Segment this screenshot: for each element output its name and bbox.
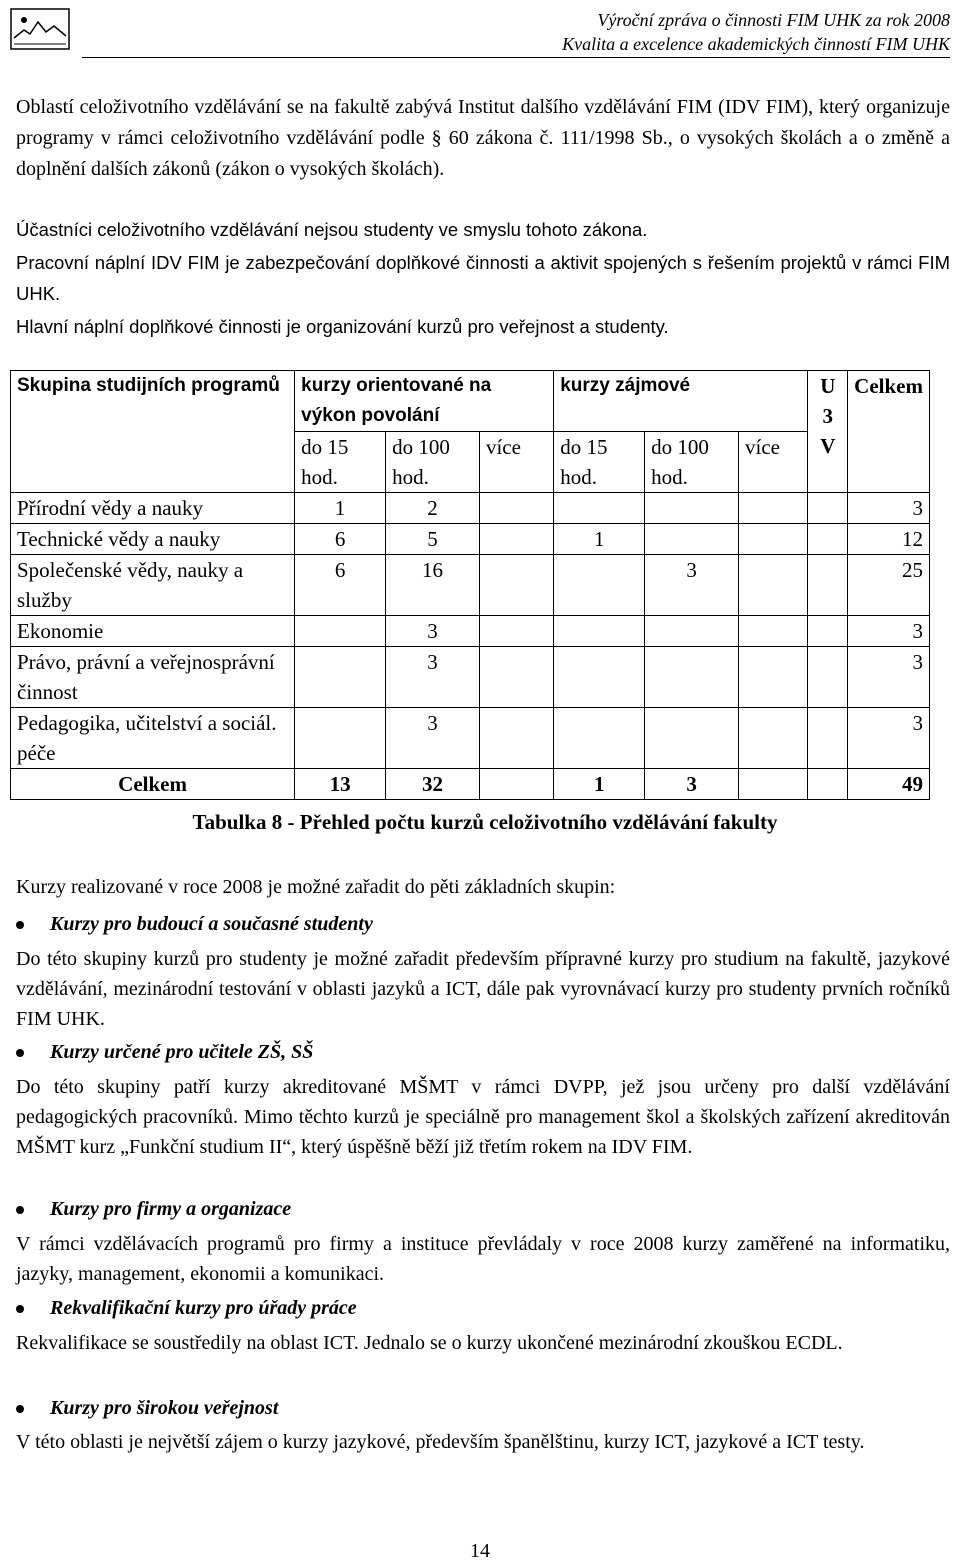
- sum-cell: 1: [554, 769, 645, 800]
- cell: 3: [645, 555, 739, 616]
- row-total: 12: [848, 524, 930, 555]
- cell: [479, 555, 553, 616]
- cell: [479, 493, 553, 524]
- subheader-do15: do 15 hod.: [554, 432, 645, 493]
- cell: 1: [295, 493, 386, 524]
- row-label: Technické vědy a nauky: [11, 524, 295, 555]
- cell: [295, 708, 386, 769]
- subheader-do15: do 15 hod.: [295, 432, 386, 493]
- subheader-vice: více: [739, 432, 808, 493]
- section-heading: [16, 1293, 357, 1323]
- cell: 3: [386, 616, 480, 647]
- cell: [808, 708, 848, 769]
- cell: 6: [295, 524, 386, 555]
- cell: 6: [295, 555, 386, 616]
- cell: [808, 555, 848, 616]
- intro-paragraph-2: Účastníci celoživotního vzdělávání nejsou studenty ve smyslu tohoto zákona.: [16, 219, 648, 240]
- row-total: 3: [848, 708, 930, 769]
- cell: [808, 616, 848, 647]
- cell: 2: [386, 493, 480, 524]
- cell: [554, 708, 645, 769]
- cell: [739, 708, 808, 769]
- section-heading: [16, 1393, 278, 1423]
- section-title: Rekvalifikační kurzy pro úřady práce: [50, 1297, 357, 1319]
- table-row: [11, 616, 930, 647]
- row-total: 3: [848, 647, 930, 708]
- subheader-vice: více: [479, 432, 553, 493]
- table-header-row: [11, 371, 930, 432]
- header-line-1: Výroční zpráva o činnosti FIM UHK za rok 2008: [597, 10, 950, 30]
- section-heading: [16, 909, 373, 939]
- header-line-2: Kvalita a excelence akademických činností FIM UHK: [562, 34, 950, 54]
- bullet-icon: [16, 1305, 24, 1313]
- row-total: 3: [848, 493, 930, 524]
- cell: [739, 524, 808, 555]
- cell: 3: [386, 647, 480, 708]
- header-total: Celkem: [848, 371, 930, 493]
- intro-paragraph-3: Pracovní náplní IDV FIM je zabezpečování doplňkové činnosti a aktivit spojených s řešením projektů v rámci FIM UHK.: [16, 252, 950, 304]
- sum-cell: 32: [386, 769, 480, 800]
- sum-label: Celkem: [11, 769, 295, 800]
- section-text: Do této skupiny patří kurzy akreditované MŠMT v rámci DVPP, jež jsou určeny pro další vzdělávání pedagogických pracovníků. Mimo těchto kurzů je speciálně pro management škol a školských zařízení akreditován MŠMT kurz „Funkční studium II“, který úspěšně běží již třetím rokem na IDV FIM.: [16, 1076, 950, 1158]
- cell: [479, 647, 553, 708]
- courses-table: [10, 370, 930, 800]
- cell: [739, 616, 808, 647]
- bullet-icon: [16, 1206, 24, 1214]
- university-logo: [10, 8, 70, 50]
- cell: [645, 647, 739, 708]
- cell: [295, 616, 386, 647]
- cell: [554, 647, 645, 708]
- cell: [808, 647, 848, 708]
- cell: [295, 647, 386, 708]
- sum-cell: 3: [645, 769, 739, 800]
- cell: [554, 493, 645, 524]
- row-total: 25: [848, 555, 930, 616]
- sum-cell: [739, 769, 808, 800]
- section-title: Kurzy pro firmy a organizace: [50, 1198, 292, 1220]
- cell: [479, 708, 553, 769]
- cell: 3: [386, 708, 480, 769]
- bullet-icon: [16, 1049, 24, 1057]
- cell: [479, 524, 553, 555]
- row-label: Ekonomie: [11, 616, 295, 647]
- sum-total: 49: [848, 769, 930, 800]
- table-row: [11, 493, 930, 524]
- section-text: V této oblasti je největší zájem o kurzy jazykové, především španělštinu, kurzy ICT, jazykové a ICT testy.: [16, 1431, 865, 1453]
- section-text: Rekvalifikace se soustředily na oblast ICT. Jednalo se o kurzy ukončené mezinárodní zkouškou ECDL.: [16, 1332, 843, 1354]
- lead-paragraph: Kurzy realizované v roce 2008 je možné zařadit do pěti základních skupin:: [16, 876, 616, 898]
- header-divider: [82, 57, 950, 58]
- cell: 1: [554, 524, 645, 555]
- table-row: [11, 708, 930, 769]
- section-heading: [16, 1037, 313, 1067]
- cell: [645, 708, 739, 769]
- cell: [739, 493, 808, 524]
- table-row: [11, 524, 930, 555]
- table-row: [11, 647, 930, 708]
- table-row: [11, 555, 930, 616]
- sum-cell: 13: [295, 769, 386, 800]
- table-sum-row: [11, 769, 930, 800]
- row-label: Pedagogika, učitelství a sociál. péče: [11, 708, 295, 769]
- cell: [479, 616, 553, 647]
- cell: [645, 616, 739, 647]
- section-heading: [16, 1194, 291, 1224]
- cell: 16: [386, 555, 480, 616]
- section-title: Kurzy pro budoucí a současné studenty: [50, 913, 373, 935]
- cell: [554, 555, 645, 616]
- cell: [645, 493, 739, 524]
- subheader-do100: do 100 hod.: [386, 432, 480, 493]
- header-interest: kurzy zájmové: [554, 371, 808, 432]
- cell: [808, 524, 848, 555]
- intro-paragraph-1: Oblastí celoživotního vzdělávání se na fakultě zabývá Institut dalšího vzdělávání FIM (IDV FIM), který organizuje programy v rámci celoživotního vzdělávání podle § 60 zákona č. 111/1998 Sb., o vysokých školách a o změně a doplnění dalších zákonů (zákon o vysokých školách).: [16, 96, 950, 180]
- cell: [739, 555, 808, 616]
- section-text: Do této skupiny kurzů pro studenty je možné zařadit především přípravné kurzy pro studium na fakultě, jazykové vzdělávání, mezinárodní testování v oblasti jazyků a ICT, dále pak vyrovnávací kurzy pro studenty prvních ročníků FIM UHK.: [16, 948, 950, 1030]
- section-text: V rámci vzdělávacích programů pro firmy a instituce převládaly v roce 2008 kurzy zaměřené na informatiku, jazyky, management, ekonomii a komunikaci.: [16, 1233, 950, 1285]
- table-caption: Tabulka 8 - Přehled počtu kurzů celoživotního vzdělávání fakulty: [192, 810, 778, 834]
- header-professional: kurzy orientované na výkon povolání: [295, 371, 554, 432]
- sum-cell: [808, 769, 848, 800]
- header-u3v: U 3 V: [808, 371, 848, 493]
- cell: [645, 524, 739, 555]
- cell: [808, 493, 848, 524]
- header-group: Skupina studijních programů: [11, 371, 295, 493]
- intro-paragraph-4: Hlavní náplní doplňkové činnosti je organizování kurzů pro veřejnost a studenty.: [16, 316, 669, 337]
- report-header: [562, 8, 950, 56]
- row-label: Společenské vědy, nauky a služby: [11, 555, 295, 616]
- row-total: 3: [848, 616, 930, 647]
- cell: [739, 647, 808, 708]
- sum-cell: [479, 769, 553, 800]
- cell: 5: [386, 524, 480, 555]
- section-title: Kurzy pro širokou veřejnost: [50, 1397, 279, 1419]
- cell: [554, 616, 645, 647]
- page-number: 14: [470, 1540, 490, 1562]
- bullet-icon: [16, 1405, 24, 1413]
- section-title: Kurzy určené pro učitele ZŠ, SŠ: [50, 1041, 314, 1063]
- subheader-do100: do 100 hod.: [645, 432, 739, 493]
- bullet-icon: [16, 921, 24, 929]
- row-label: Právo, právní a veřejnosprávní činnost: [11, 647, 295, 708]
- row-label: Přírodní vědy a nauky: [11, 493, 295, 524]
